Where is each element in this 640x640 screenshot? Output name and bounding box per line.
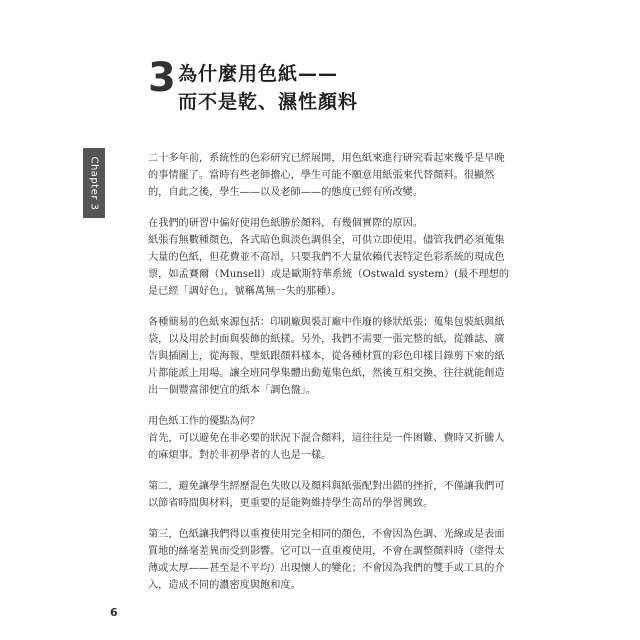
- page-number: 6: [110, 606, 118, 619]
- paragraph-second: 第二，避免讓學生經歷混色失敗以及顏料與紙張配對出錯的挫折，不僅讓我們可以節省時間與材料，更重要的是能夠維持學生高昂的學習興致。: [148, 481, 505, 509]
- chapter-side-tab: [83, 148, 105, 218]
- chapter-title-line-2: 而不是乾、濕性顏料: [178, 91, 359, 113]
- paragraph-advantages-question: 用色紙工作的優點為何？: [148, 416, 261, 427]
- chapter-tab-label: Chapter 3: [88, 155, 100, 211]
- paragraph-sources: 各種簡易的色紙來源包括：印刷廠與裝訂廠中作廢的條狀紙張；蒐集包裝紙與紙袋，以及用於封面與裝飾的紙樣。另外，我們不需要一張完整的紙，從雜誌、廣告與插圖上，從海報、壁紙跟顏料樣本，從各種材質的彩色印樣目錄剪下來的紙片都能派上用場。讓全班同學集體出動蒐集色紙，然後互相交換，往往就能創造出一個豐富卻便宜的紙本「調色盤」。: [148, 317, 505, 396]
- paragraph-intro: 二十多年前，系統性的色彩研究已經展開，用色紙來進行研究看起來幾乎是早晚的事情罷了。當時有些老師擔心，學生可能不願意用紙張來代替顏料。很顯然的，自此之後，學生——以及老師——的態度已經有所改變。: [148, 153, 505, 198]
- chapter-title-line-1: 為什麼用色紙——: [178, 63, 339, 85]
- paragraph-paper-colors: 紙張有無數種顏色，各式暗色與淡色調俱全，可供立即使用。儘管我們必須蒐集大量的色紙，但花費並不高昂，只要我們不大量依賴代表特定色彩系統的現成色票，如孟賽爾（Munsell）或是歐斯特華系統（Ostwald system）(最不理想的是已經「調好色」，號稱萬無一失的那種）。: [148, 235, 510, 297]
- chapter-number: 3: [148, 55, 176, 101]
- chapter-title: [178, 60, 358, 116]
- body-text: [148, 150, 510, 608]
- paragraph-first: 首先，可以避免在非必要的狀況下混合顏料，這往往是一件困難、費時又折騰人的麻煩事。對於非初學者的人也是一樣。: [148, 433, 505, 461]
- paragraph-reasons-lead: 在我們的研習中偏好使用色紙勝於顏料，有幾個實際的原因。: [148, 218, 424, 229]
- paragraph-third: 第三，色紙讓我們得以重複使用完全相同的顏色，不會因為色調、光線或是表面質地的絲毫差異而受到影響。它可以一直重複使用，不會在調整顏料時（塗得太薄或太厚——甚至是不平均）出現懷人的變化；不會因為我們的雙手或工具的介入，造成不同的濃密度與飽和度。: [148, 529, 505, 591]
